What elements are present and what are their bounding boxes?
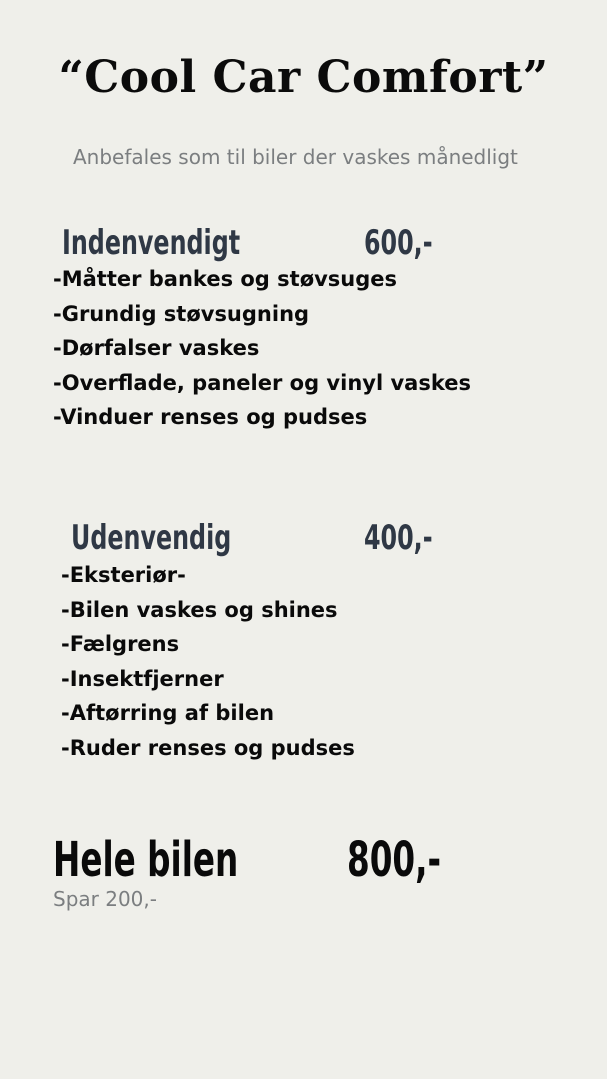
section-interior-title: Indenvendigt	[62, 223, 241, 263]
section-interior-price: 600,-	[364, 223, 433, 263]
section-exterior-price: 400,-	[364, 518, 433, 558]
list-item: -Dørfalser vaskes	[53, 336, 260, 360]
list-item: -Måtter bankes og støvsuges	[53, 267, 398, 291]
total-title: Hele bilen	[53, 832, 239, 888]
list-item: -Bilen vaskes og shines	[61, 597, 338, 622]
list-item: -Fælgrens	[61, 632, 180, 656]
list-item: -Vinduer renses og pudses	[53, 405, 368, 429]
page-subtitle: Anbefales som til biler der vaskes månedligt	[73, 145, 518, 169]
list-item: -Insektfjerner	[61, 666, 224, 691]
list-item: -Overflade, paneler og vinyl vaskes	[53, 370, 471, 395]
total-savings-note: Spar 200,-	[53, 887, 157, 911]
list-item: -Grundig støvsugning	[53, 301, 310, 326]
section-exterior-title: Udenvendig	[71, 518, 232, 558]
list-item: -Eksteriør-	[61, 563, 186, 587]
list-item: -Aftørring af bilen	[61, 701, 275, 725]
list-item: -Ruder renses og pudses	[61, 735, 355, 760]
total-price: 800,-	[347, 832, 442, 888]
section-interior-list	[53, 262, 471, 435]
page-title: “Cool Car Comfort”	[58, 52, 549, 103]
section-exterior-list	[61, 558, 355, 765]
